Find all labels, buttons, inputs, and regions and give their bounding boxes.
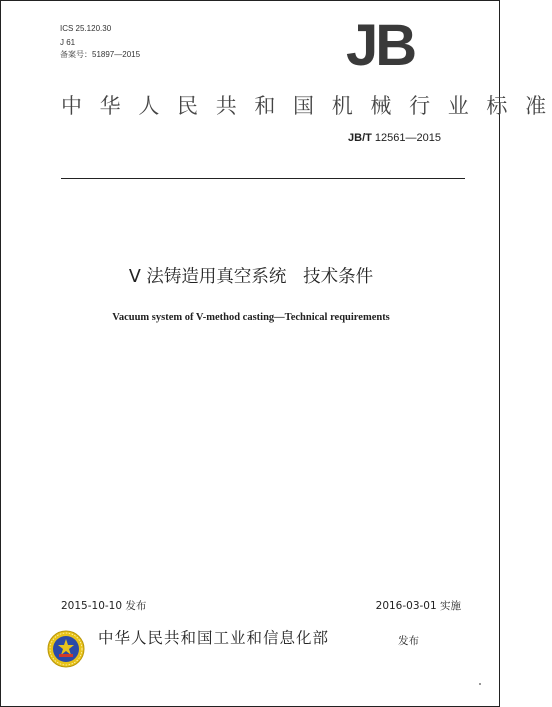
standard-title: 中 华 人 民 共 和 国 机 械 行 业 标 准 (61, 94, 552, 118)
publish-date: 2015-10-10 发布 (61, 600, 147, 612)
speck (479, 683, 481, 685)
classification-code: J 61 (60, 38, 76, 47)
document-title-zh: V 法铸造用真空系统 技术条件 (128, 267, 374, 287)
jb-logo: JB (346, 13, 415, 78)
effective-date: 2016-03-01 实施 (375, 600, 461, 612)
issuing-authority: 中华人民共和国工业和信息化部 (98, 629, 330, 647)
ministry-seal-icon (47, 630, 85, 668)
header-divider (61, 178, 465, 179)
issuing-label: 发布 (398, 635, 419, 647)
record-number: 备案号：51897—2015 (60, 50, 141, 59)
document-title-en: Vacuum system of V-method casting—Technical requirements (112, 312, 390, 323)
standard-code (348, 132, 441, 144)
standard-code-number: 12561—2015 (371, 132, 441, 144)
ics-code: ICS 25.120.30 (60, 24, 112, 33)
standard-code-prefix: JB/T (348, 132, 372, 144)
